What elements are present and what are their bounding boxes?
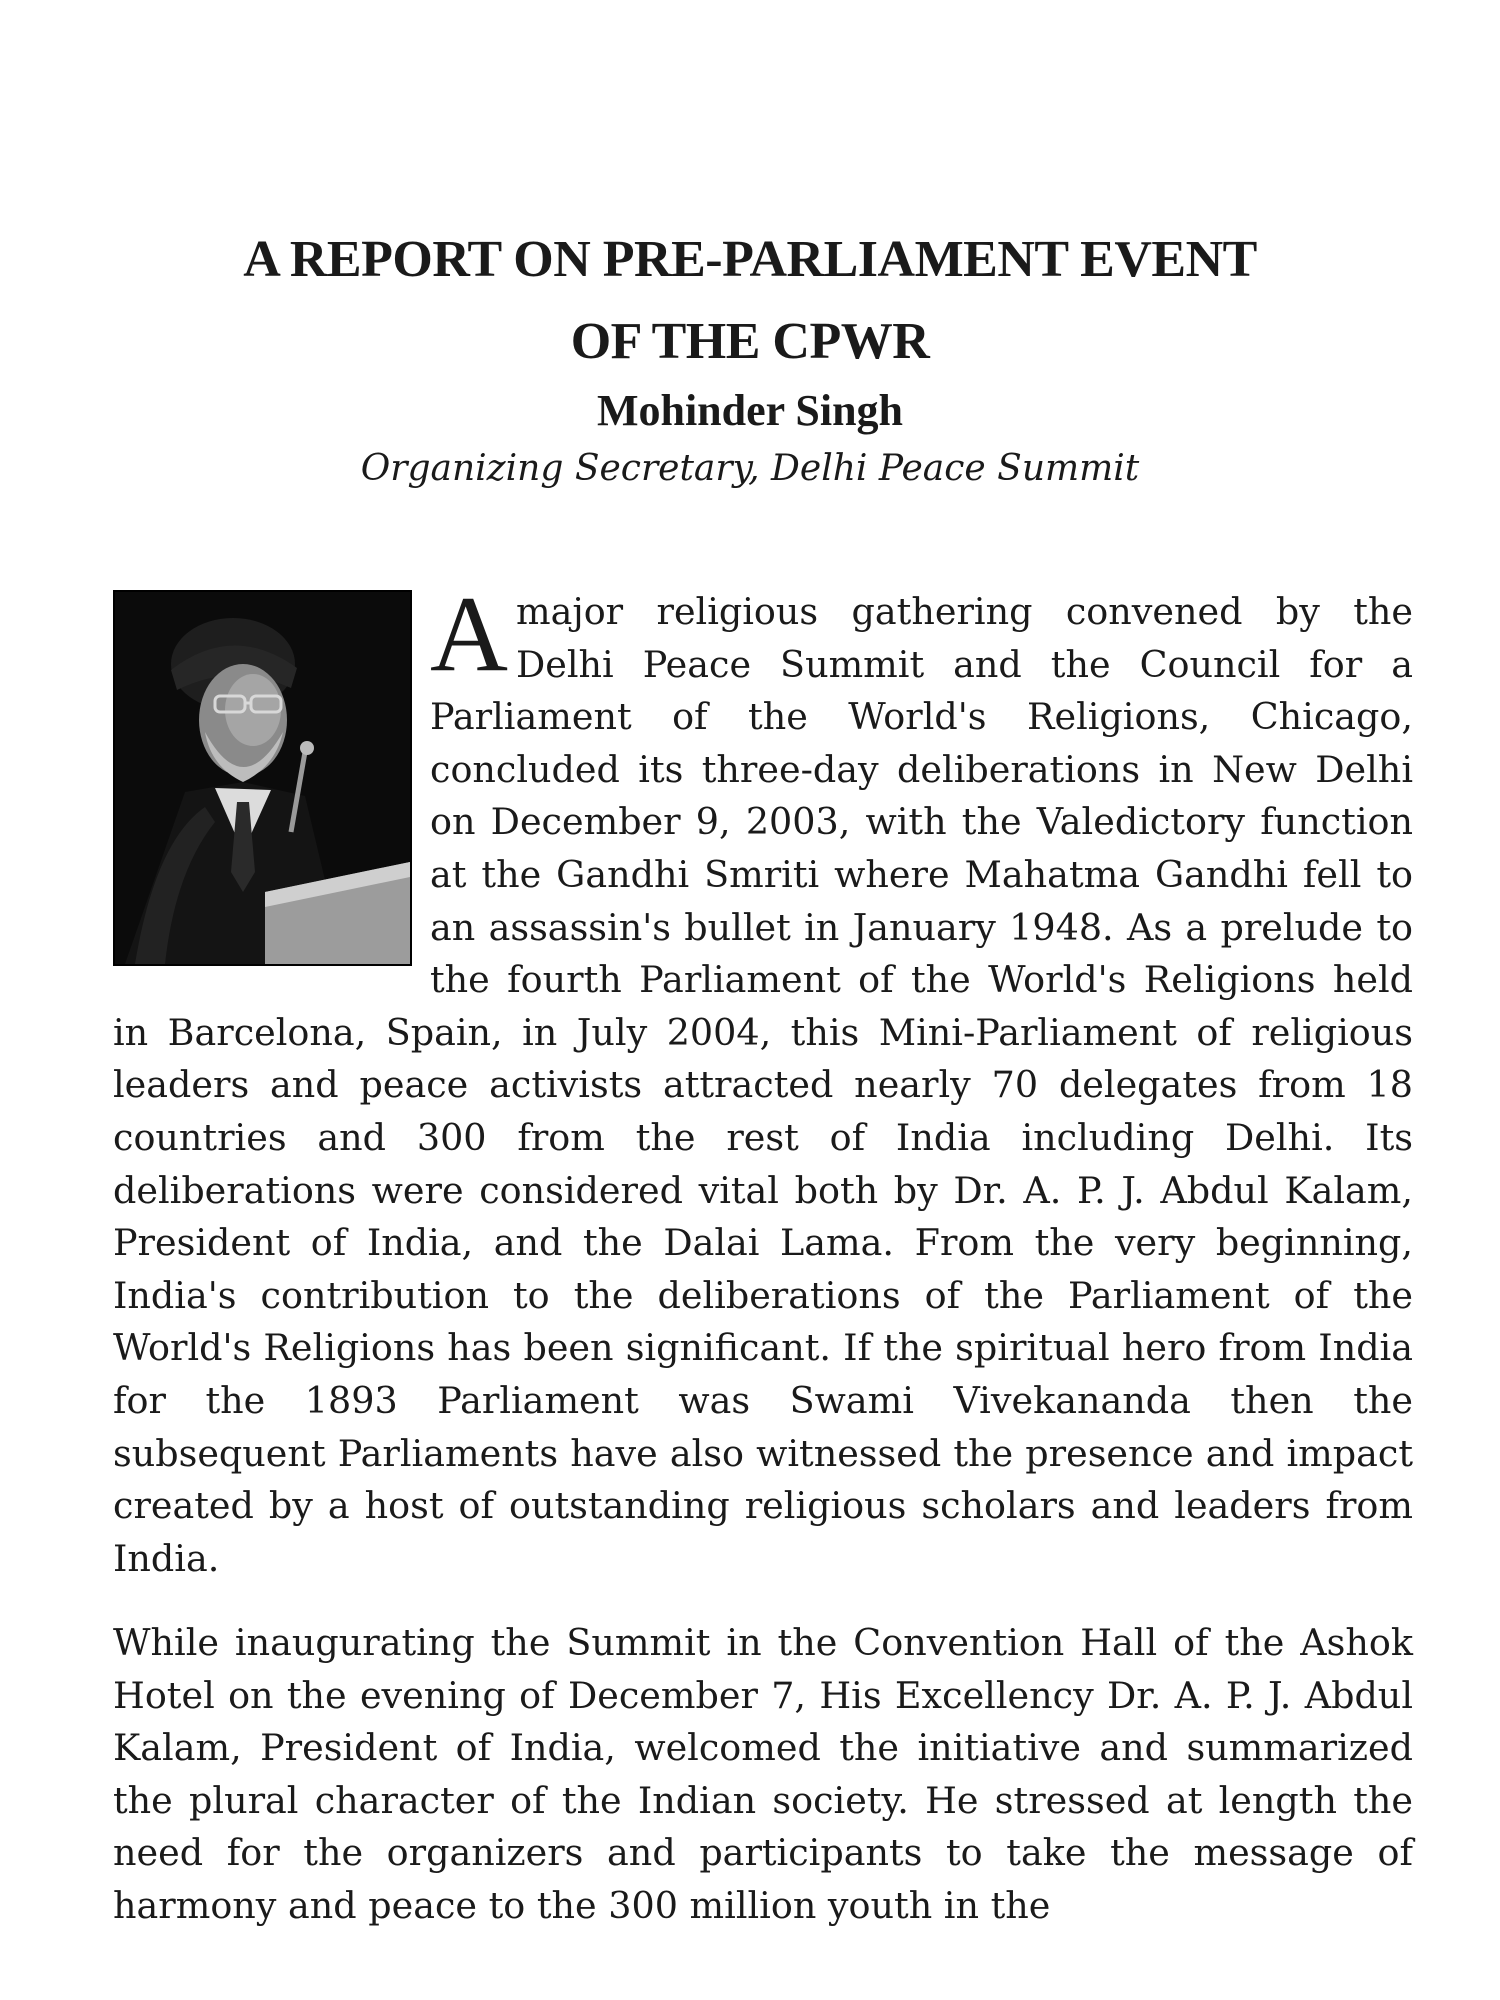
paragraph-1: [113, 575, 1413, 1585]
paragraph-1-text: major religious gathering convened by the Delhi Peace Summit and the Council for a Parliament of the World's Religions, Chicago, concluded its three-day deliberations in New Delhi on December 9, 2003, with the Valedictory function at the Gandhi Smriti where Mahatma Gandhi fell to an assassin's bullet in January 1948. As a prelude to the fourth Parliament of the World's Religions held in Barcelona, Spain, in July 2004, this Mini-Parliament of religious leaders and peace activists attracted nearly 70 delegates from 18 countries and 300 from the rest of India including Delhi. Its deliberations were considered vital both by Dr. A. P. J. Abdul Kalam, President of India, and the Dalai Lama. From the very beginning, India's contribution to the deliberations of the Parliament of the World's Religions has been significant. If the spiritual hero from India for the 1893 Parliament was Swami Vivekananda then the subsequent Parliaments have also witnessed the presence and impact created by a host of outstanding religious scholars and leaders from India.: [113, 590, 1413, 1580]
paragraph-2: While inaugurating the Summit in the Convention Hall of the Ashok Hotel on the evening of December 7, His Excellency Dr. A. P. J. Abdul Kalam, President of India, welcomed the initiative and summarized the plural character of the Indian society. He stressed at length the need for the organizers and participants to take the message of harmony and peace to the 300 million youth in the: [113, 1621, 1413, 1927]
article-title-line-1: A REPORT ON PRE-PARLIAMENT EVENT: [243, 231, 1257, 288]
drop-cap: A: [430, 575, 508, 694]
author-name: Mohinder Singh: [596, 386, 904, 435]
photo-float-spacer: [113, 586, 430, 978]
author-affiliation: Organizing Secretary, Delhi Peace Summit: [360, 448, 1140, 489]
article-title-line-2: OF THE CPWR: [570, 313, 930, 370]
